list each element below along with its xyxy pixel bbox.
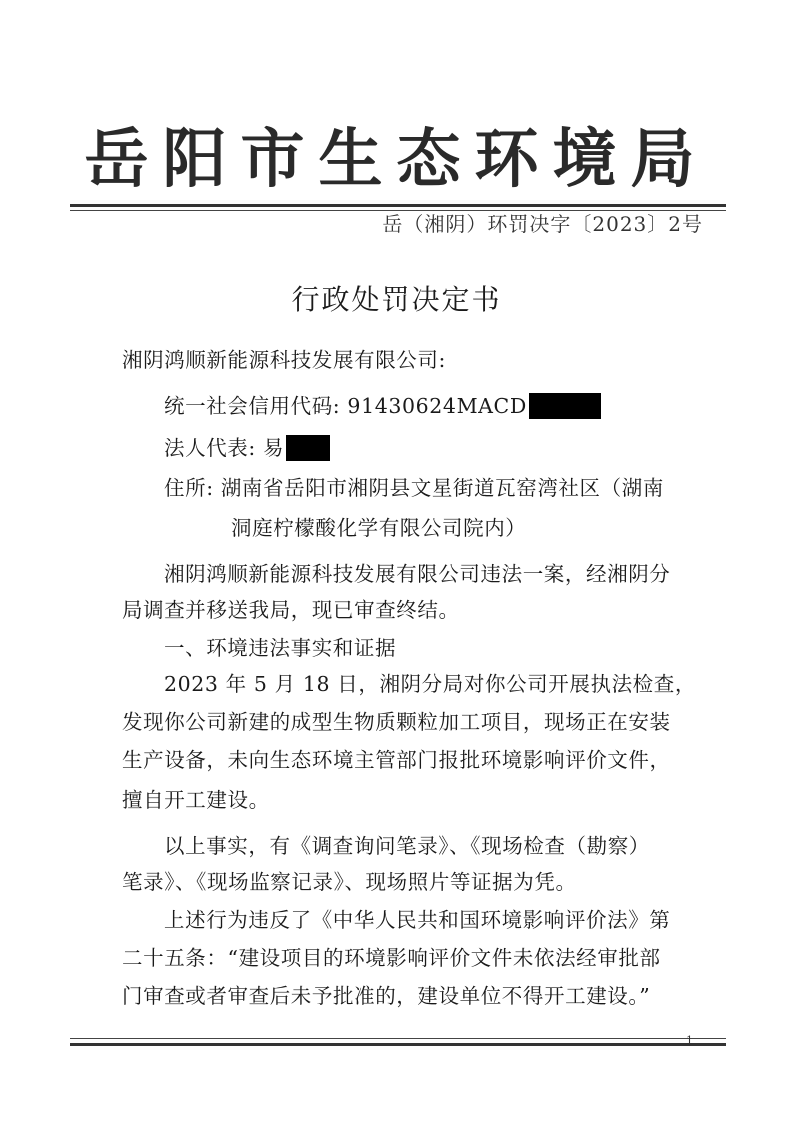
document-title: 行政处罚决定书 xyxy=(291,283,502,316)
header-rule-thick xyxy=(70,204,726,207)
page-number: 1 xyxy=(686,1034,693,1047)
redaction-bar xyxy=(286,435,330,461)
paragraph-line: 局调查并移送我局，现已审查终结。 xyxy=(122,598,460,622)
redaction-bar xyxy=(529,393,601,419)
paragraph-line: 笔录》、《现场监察记录》、现场照片等证据为凭。 xyxy=(122,870,577,894)
credit-code-line xyxy=(164,392,601,420)
credit-code-text: 统一社会信用代码: 91430624MACD xyxy=(164,394,527,418)
paragraph-line: 湘阴鸿顺新能源科技发展有限公司违法一案，经湘阴分 xyxy=(164,562,671,586)
address-line-1: 住所: 湖南省岳阳市湘阴县文星街道瓦窑湾社区（湖南 xyxy=(164,476,664,500)
agency-letterhead: 岳阳市生态环境局 xyxy=(84,123,709,197)
section-heading: 一、环境违法事实和证据 xyxy=(164,636,397,660)
paragraph-line: 二十五条：“建设项目的环境影响评价文件未依法经审批部 xyxy=(122,946,661,970)
address-line-2: 洞庭柠檬酸化学有限公司院内） xyxy=(231,516,527,540)
paragraph-line: 2023 年 5 月 18 日，湘阴分局对你公司开展执法检查， xyxy=(164,672,696,696)
paragraph-line: 擅自开工建设。 xyxy=(122,788,270,812)
footer-rule-thin xyxy=(70,1038,726,1039)
footer-rule-thick xyxy=(70,1043,726,1046)
paragraph-line: 门审查或者审查后未予批准的，建设单位不得开工建设。” xyxy=(122,984,651,1008)
document-number: 岳（湘阴）环罚决字〔2023〕2号 xyxy=(382,212,703,236)
paragraph-line: 生产设备，未向生态环境主管部门报批环境影响评价文件， xyxy=(122,748,671,772)
paragraph-line: 上述行为违反了《中华人民共和国环境影响评价法》第 xyxy=(164,908,671,932)
paragraph-line: 以上事实，有《调查询问笔录》、《现场检查（勘察） xyxy=(164,834,650,858)
paragraph-line: 发现你公司新建的成型生物质颗粒加工项目，现场正在安装 xyxy=(122,710,671,734)
legal-rep-line xyxy=(164,434,330,462)
recipient-name: 湘阴鸿顺新能源科技发展有限公司: xyxy=(122,348,447,372)
legal-rep-text: 法人代表: 易 xyxy=(164,436,285,460)
